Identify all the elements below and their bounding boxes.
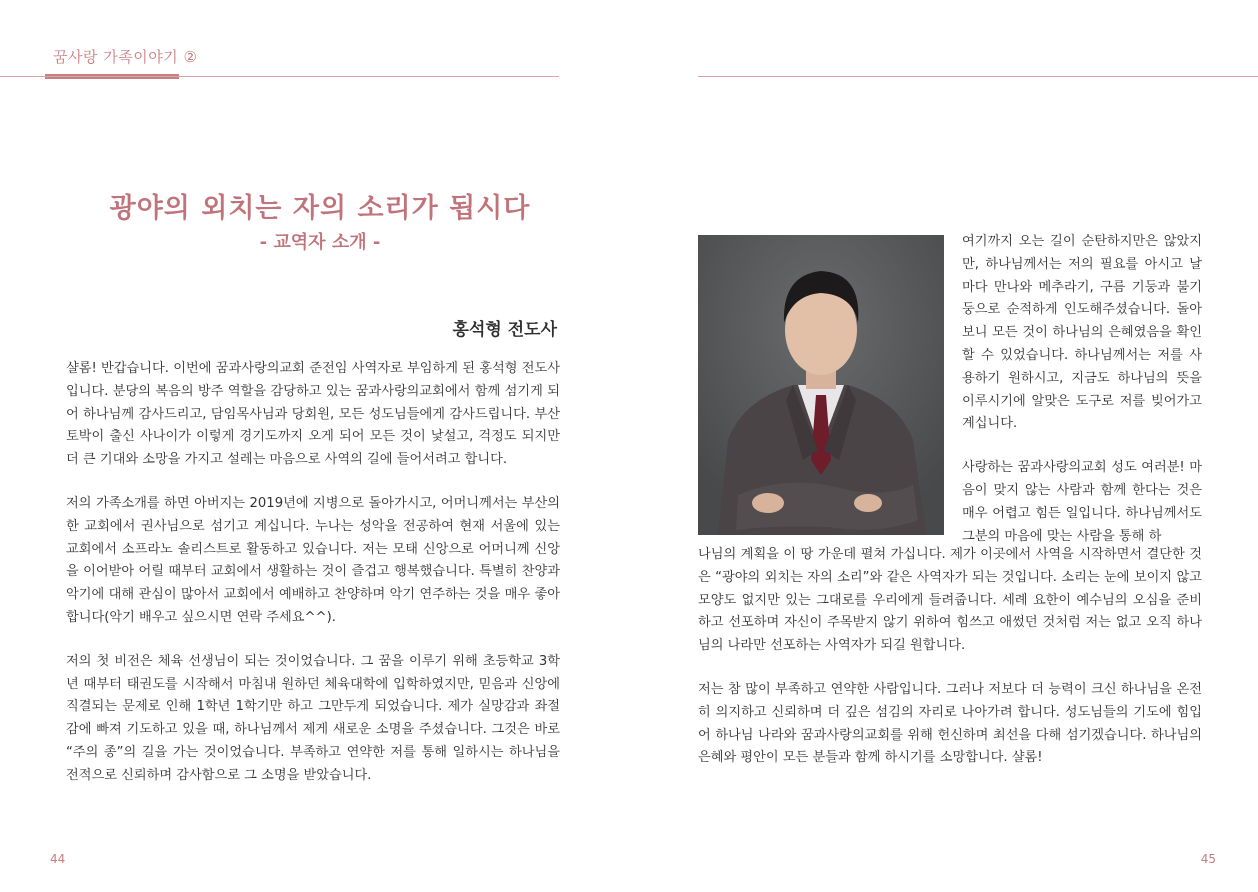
header-rule	[0, 76, 559, 77]
page-number-left: 44	[50, 852, 66, 866]
page-number-right: 45	[1200, 852, 1216, 866]
paragraph: 저는 참 많이 부족하고 연약한 사람입니다. 그러나 저보다 더 능력이 크신 하나님을 온전히 의지하고 신뢰하며 더 깊은 섬김의 자리로 나아가려 합니다. 성도님들의 기도에 힘입어 하나님 나라와 꿈과사랑의교회를 위해 헌신하며 최선을 다해 섬기겠습니다. 하나님의 은혜와 평안이 모든 분들과 함께 하시기를 소망합니다. 샬롬!	[698, 681, 1202, 766]
paragraph: 사랑하는 꿈과사랑의교회 성도 여러분! 마음이 맞지 않는 사람과 함께 한다는 것은 매우 어렵고 힘든 일입니다. 하나님께서도 그분의 마음에 맞는 사람을 통해 하	[962, 460, 1202, 544]
right-bottom-text	[698, 544, 1202, 791]
author-name: 홍석형 전도사	[452, 320, 557, 340]
article-subtitle: - 교역자 소개 -	[259, 232, 381, 253]
article-title: 광야의 외치는 자의 소리가 됩시다	[109, 193, 531, 224]
paragraph: 나님의 계획을 이 땅 가운데 펼쳐 가십니다. 제가 이곳에서 사역을 시작하면서 결단한 것은 “광야의 외치는 자의 소리”와 같은 사역자가 되는 것입니다. 소리는 눈에 보이지 않고 모양도 없지만 있는 그대로를 우리에게 들려줍니다. 세례 요한이 예수님의 오심을 준비하고 선포하며 자신이 주목받지 않기 위하여 힘쓰고 애썼던 것처럼 저는 없고 오직 하나님의 나라만 선포하는 사역자가 되길 원합니다.	[698, 547, 1202, 654]
right-page	[629, 0, 1258, 892]
paragraph: 저의 첫 비전은 체육 선생님이 되는 것이었습니다. 그 꿈을 이루기 위해 초등학교 3학년 때부터 태권도를 시작해서 마침내 원하던 체육대학에 입학하였지만, 믿음과 신앙에 직결되는 문제로 인해 1학년 1학기만 하고 그만두게 되었습니다. 제가 실망감과 좌절감에 빠져 기도하고 있을 때, 하나님께서 제게 새로운 소명을 주셨습니다. 그것은 바로 “주의 종”의 길을 가는 것이었습니다. 부족하고 연약한 저를 통해 일하시는 하나님을 전적으로 신뢰하며 감사함으로 그 소명을 받았습니다.	[66, 653, 560, 783]
right-top-text	[962, 231, 1202, 569]
portrait-illustration	[698, 235, 944, 535]
author-portrait-photo	[698, 235, 944, 535]
paragraph: 샬롬! 반갑습니다. 이번에 꿈과사랑의교회 준전임 사역자로 부임하게 된 홍석형 전도사입니다. 분당의 복음의 방주 역할을 감당하고 있는 꿈과사랑의교회에서 함께 섬기게 되어 하나님께 감사드리고, 담임목사님과 당회원, 모든 성도님들에게 감사드립니다. 부산 토박이 출신 사나이가 이렇게 경기도까지 오게 되어 모든 것이 낯설고, 걱정도 되지만 더 큰 기대와 소망을 가지고 설레는 마음으로 사역의 길에 들어서려고 합니다.	[66, 361, 560, 468]
paragraph: 여기까지 오는 길이 순탄하지만은 않았지만, 하나님께서는 저의 필요를 아시고 날마다 만나와 메추라기, 구름 기둥과 불기둥으로 순적하게 인도해주셨습니다. 돌아보니 모든 것이 하나님의 은혜였음을 확인할 수 있었습니다. 하나님께서는 저를 사용하기 원하시고, 지금도 하나님의 뜻을 이루시기에 알맞은 도구로 저를 빚어가고 계십니다.	[962, 234, 1202, 432]
section-label: 꿈사랑 가족이야기 ②	[53, 48, 198, 66]
paragraph: 저의 가족소개를 하면 아버지는 2019년에 지병으로 돌아가시고, 어머니께서는 부산의 한 교회에서 권사님으로 섬기고 계십니다. 누나는 성악을 전공하여 현재 서울에 있는 교회에서 소프라노 솔리스트로 활동하고 있습니다. 저는 모태 신앙으로 어머니께 신앙을 이어받아 어릴 때부터 교회에서 생활하는 것이 즐겁고 행복했습니다. 특별히 찬양과 악기에 대해 관심이 많아서 교회에서 예배하고 찬양하며 악기 연주하는 것을 매우 좋아합니다(악기 배우고 싶으시면 연락 주세요^^).	[66, 495, 560, 625]
left-column-text	[66, 358, 560, 809]
header-rule	[698, 76, 1258, 77]
